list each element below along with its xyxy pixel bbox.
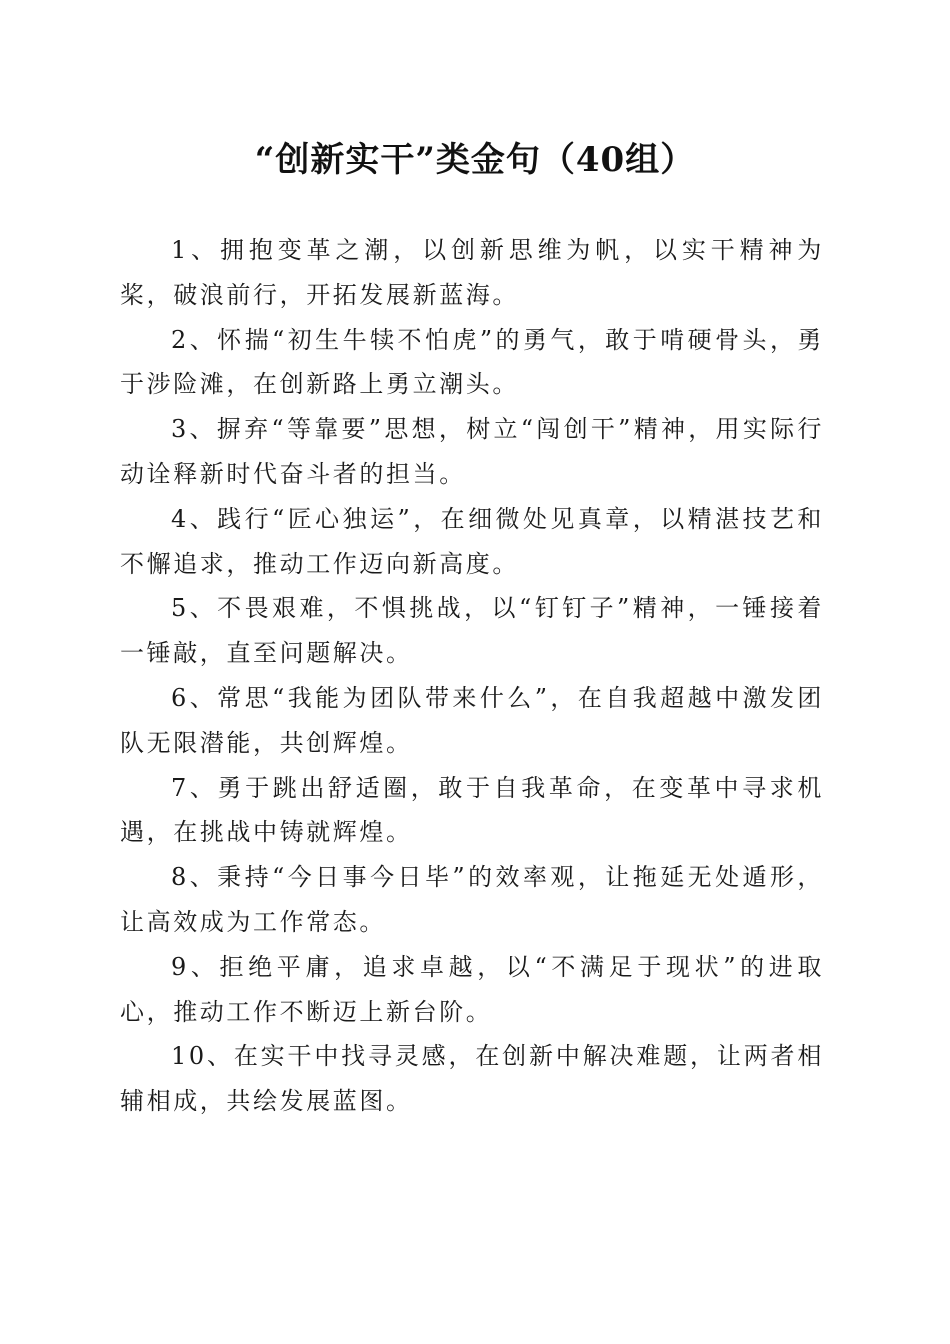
- paragraph-1: 1、拥抱变革之潮，以创新思维为帆，以实干精神为桨，破浪前行，开拓发展新蓝海。: [120, 236, 824, 309]
- paragraph-6: 6、常思“我能为团队带来什么”，在自我超越中激发团队无限潜能，共创辉煌。: [120, 683, 824, 757]
- paragraph-3: 3、摒弃“等靠要”思想，树立“闯创干”精神，用实际行动诠释新时代奋斗者的担当。: [120, 415, 824, 488]
- paragraph-2: 2、怀揣“初生牛犊不怕虎”的勇气，敢于啃硬骨头，勇于涉险滩，在创新路上勇立潮头。: [120, 325, 824, 399]
- document-body: [120, 228, 824, 1124]
- paragraph-9: 9、拒绝平庸，追求卓越，以“不满足于现状”的进取心，推动工作不断迈上新台阶。: [120, 952, 824, 1026]
- paragraph-10: 10、在实干中找寻灵感，在创新中解决难题，让两者相辅相成，共绘发展蓝图。: [120, 1042, 824, 1116]
- paragraph-4: 4、践行“匠心独运”，在细微处见真章，以精湛技艺和不懈追求，推动工作迈向新高度。: [120, 504, 824, 578]
- paragraph-5: 5、不畏艰难，不惧挑战，以“钉钉子”精神，一锤接着一锤敲，直至问题解决。: [120, 594, 824, 668]
- paragraph-8: 8、秉持“今日事今日毕”的效率观，让拖延无处遁形，让高效成为工作常态。: [120, 863, 824, 936]
- document-title: “创新实干”类金句（40组）: [254, 140, 696, 180]
- paragraph-7: 7、勇于跳出舒适圈，敢于自我革命，在变革中寻求机遇，在挑战中铸就辉煌。: [120, 773, 824, 847]
